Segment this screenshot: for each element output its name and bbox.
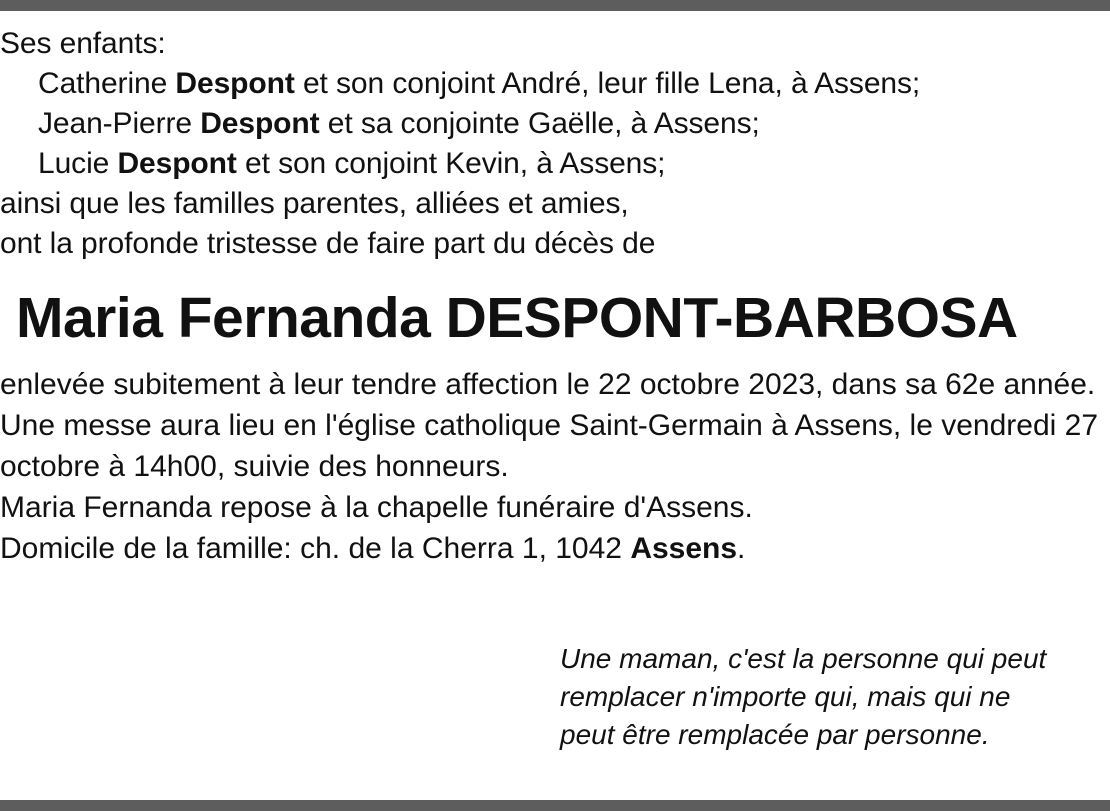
survivor-surname: Despont (200, 107, 320, 140)
top-divider-rule (0, 0, 1110, 11)
survivor-prefix: Catherine (38, 67, 176, 100)
survivors-intro: Ses enfants: (0, 27, 166, 60)
address-locality: Assens (630, 532, 738, 565)
bottom-divider-rule (0, 800, 1110, 811)
families-line: ainsi que les familles parentes, alliées et amies, (0, 187, 629, 220)
survivor-suffix: et sa conjointe Gaëlle, à Assens; (319, 107, 760, 140)
announcement-line: ont la profonde tristesse de faire part du décès de (0, 227, 656, 260)
survivor-suffix: et son conjoint André, leur fille Lena, à Assens; (294, 67, 921, 100)
survivor-prefix: Jean-Pierre (38, 107, 201, 140)
survivor-line (0, 64, 1110, 104)
address-prefix: Domicile de la famille: ch. de la Cherra 1, 1042 (0, 532, 631, 565)
survivor-suffix: et son conjoint Kevin, à Assens; (236, 147, 666, 180)
survivor-line (0, 104, 1110, 144)
mass-paragraph: Une messe aura lieu en l'église catholique Saint-Germain à Assens, le vendredi 27 octobre à 14h00, suivie des honneurs. (0, 409, 1099, 483)
survivor-prefix: Lucie (38, 147, 118, 180)
address-paragraph (0, 528, 1110, 569)
survivor-surname: Despont (117, 147, 237, 180)
address-suffix: . (737, 532, 746, 565)
death-paragraph: enlevée subitement à leur tendre affection le 22 octobre 2023, dans sa 62e année. (0, 368, 1096, 401)
repose-paragraph: Maria Fernanda repose à la chapelle funéraire d'Assens. (0, 491, 753, 524)
memorial-quote: Une maman, c'est la personne qui peut remplacer n'importe qui, mais qui ne peut être remplacée par personne. (560, 643, 1047, 750)
survivor-surname: Despont (175, 67, 295, 100)
deceased-name: Maria Fernanda DESPONT-BARBOSA (16, 286, 1018, 350)
survivor-line (0, 144, 1110, 184)
